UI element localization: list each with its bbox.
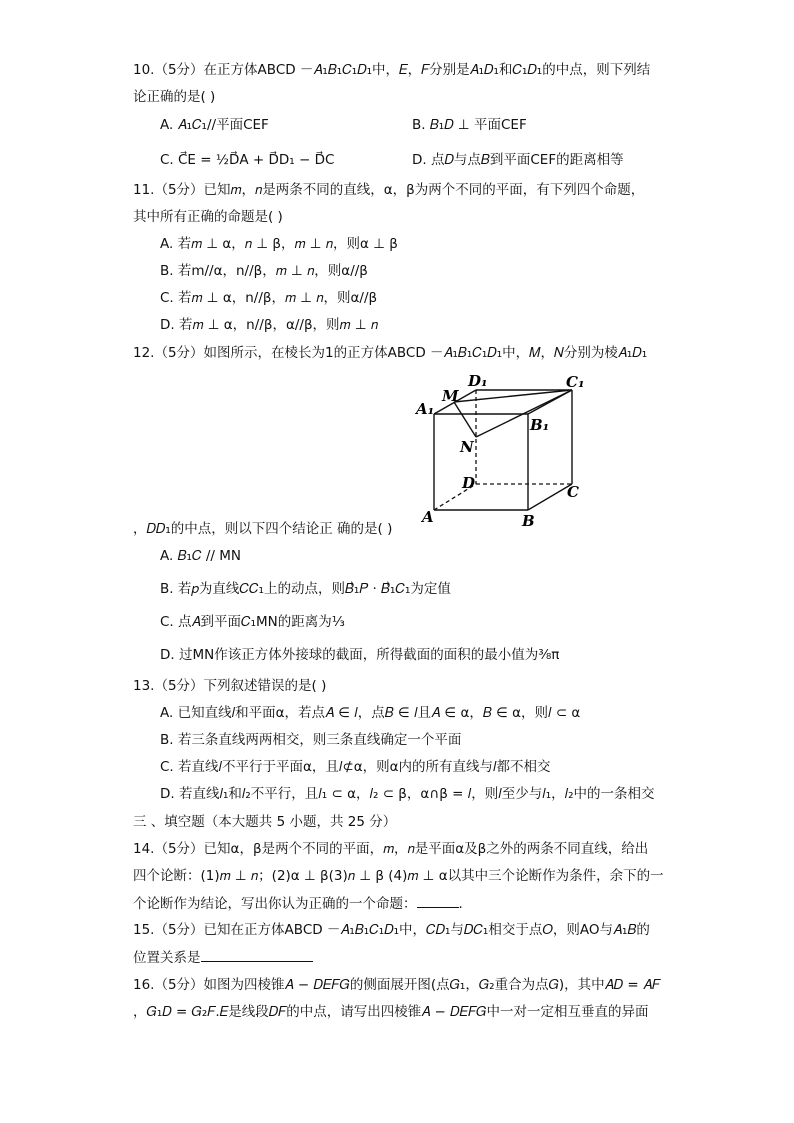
q12-stem-line2: ，𝐷𝐷₁的中点，则以下四个结论正 确的是( ) [133,521,393,537]
label-a: A [422,508,434,526]
q10-option-b: B. 𝐵₁𝐷 ⊥ 平面CEF [412,117,527,133]
q15-answer-blank[interactable] [201,947,313,962]
q14-line1: 14.（5分）已知α，β是两个不同的平面，𝑚，𝑛是平面α及β之外的两条不同直线，给出 [133,841,649,857]
q13-stem: 13.（5分）下列叙述错误的是( ) [133,678,327,694]
label-n: N [460,438,474,456]
q13-option-c: C. 若直线𝑙不平行于平面α，且𝑙⊄α，则α内的所有直线与𝑙都不相交 [160,759,551,775]
section-heading: 三 、填空题（本大题共 5 小题，共 25 分） [133,814,397,830]
q14-line3 [133,893,463,914]
label-a1: A₁ [416,400,435,418]
q10-option-d: D. 点𝐷与点𝐵到平面CEF的距离相等 [412,152,624,168]
q11-stem-line2: 其中所有正确的命题是( ) [133,209,283,225]
q16-line1: 16.（5分）如图为四棱锥𝐴 − 𝐷𝐸𝐹𝐺的侧面展开图(点𝐺₁，𝐺₂重合为点𝐺)，其中𝐴𝐷 = 𝐴𝐹 [133,977,661,993]
label-m: M [442,387,459,405]
q11-option-b: B. 若m//α，n//β，𝑚 ⊥ 𝑛，则α//β [160,263,368,279]
label-d: D [462,474,476,492]
label-b: B [522,512,535,530]
q11-option-d: D. 若𝑚 ⊥ α，n//β，α//β，则𝑚 ⊥ 𝑛 [160,317,379,333]
q11-option-c: C. 若𝑚 ⊥ α，n//β，𝑚 ⊥ 𝑛，则α//β [160,290,378,306]
q10-option-c: C. C⃗E = ½D⃗A + D⃗D₁ − D⃗C [160,152,335,168]
q12-option-a: A. 𝐵₁𝐶 // MN [160,548,241,564]
q13-option-d: D. 若直线𝑙₁和𝑙₂不平行，且𝑙₁ ⊂ α，𝑙₂ ⊂ β，α∩β = 𝑙，则𝑙至少与𝑙₁，𝑙₂中的一条相交 [160,786,655,802]
q12-option-b: B. 若𝑝为直线𝐶𝐶₁上的动点，则𝐵⃗₁𝑃 · 𝐵⃗₁𝐶₁为定值 [160,581,451,597]
q15-line1: 15.（5分）已知在正方体ABCD －𝐴₁𝐵₁𝐶₁𝐷₁中，𝐶𝐷₁与𝐷𝐶₁相交于点𝑂，则AO与𝐴₁𝐵的 [133,922,650,938]
label-c1: C₁ [566,373,585,391]
q14-line3-end: . [458,896,463,912]
q12-stem-line1: 12.（5分）如图所示，在棱长为1的正方体ABCD －𝐴₁𝐵₁𝐶₁𝐷₁中，𝑀，𝑁分别为棱𝐴₁𝐷₁ [133,345,648,361]
q14-answer-blank[interactable] [417,893,459,908]
q16-line2: ，𝐺₁𝐷 = 𝐺₂𝐹.𝐸是线段𝐷𝐹的中点，请写出四棱锥𝐴 − 𝐷𝐸𝐹𝐺中一对一定相互垂直的异面 [133,1004,649,1020]
label-d1: D₁ [468,372,488,390]
q10-stem-line2: 论正确的是( ) [133,89,216,105]
q10-option-a: A. 𝐴₁𝐶₁//平面CEF [160,117,269,133]
q15-line2-text: 位置关系是 [133,950,201,966]
q10-stem-line1: 10.（5分）在正方体ABCD －𝐴₁𝐵₁𝐶₁𝐷₁中，𝐸，𝐹分别是𝐴₁𝐷₁和𝐶₁𝐷₁的中点，则下列结 [133,62,651,78]
q12-option-c: C. 点𝐴到平面𝐶₁MN的距离为⅓ [160,614,345,630]
q13-option-a: A. 已知直线𝑙和平面α，若点𝐴 ∈ 𝑙，点𝐵 ∈ 𝑙且𝐴 ∈ α，𝐵 ∈ α，则𝑙 ⊂ α [160,705,581,721]
q12-option-d: D. 过MN作该正方体外接球的截面，所得截面的面积的最小值为⅜π [160,647,560,663]
label-c: C [567,483,579,501]
q13-option-b: B. 若三条直线两两相交，则三条直线确定一个平面 [160,732,462,748]
q14-line2: 四个论断：(1)𝑚 ⊥ 𝑛；(2)α ⊥ β(3)𝑛 ⊥ β (4)𝑚 ⊥ α以其中三个论断作为条件，余下的一 [133,868,664,884]
q14-line3-text: 个论断作为结论，写出你认为正确的一个命题： [133,896,417,912]
cube-figure [410,370,590,530]
q15-line2 [133,947,313,968]
label-b1: B₁ [530,416,550,434]
q11-option-a: A. 若𝑚 ⊥ α，𝑛 ⊥ β，𝑚 ⊥ 𝑛，则α ⊥ β [160,236,398,252]
q11-stem-line1: 11.（5分）已知𝑚，𝑛是两条不同的直线，α，β为两个不同的平面，有下列四个命题， [133,182,645,198]
